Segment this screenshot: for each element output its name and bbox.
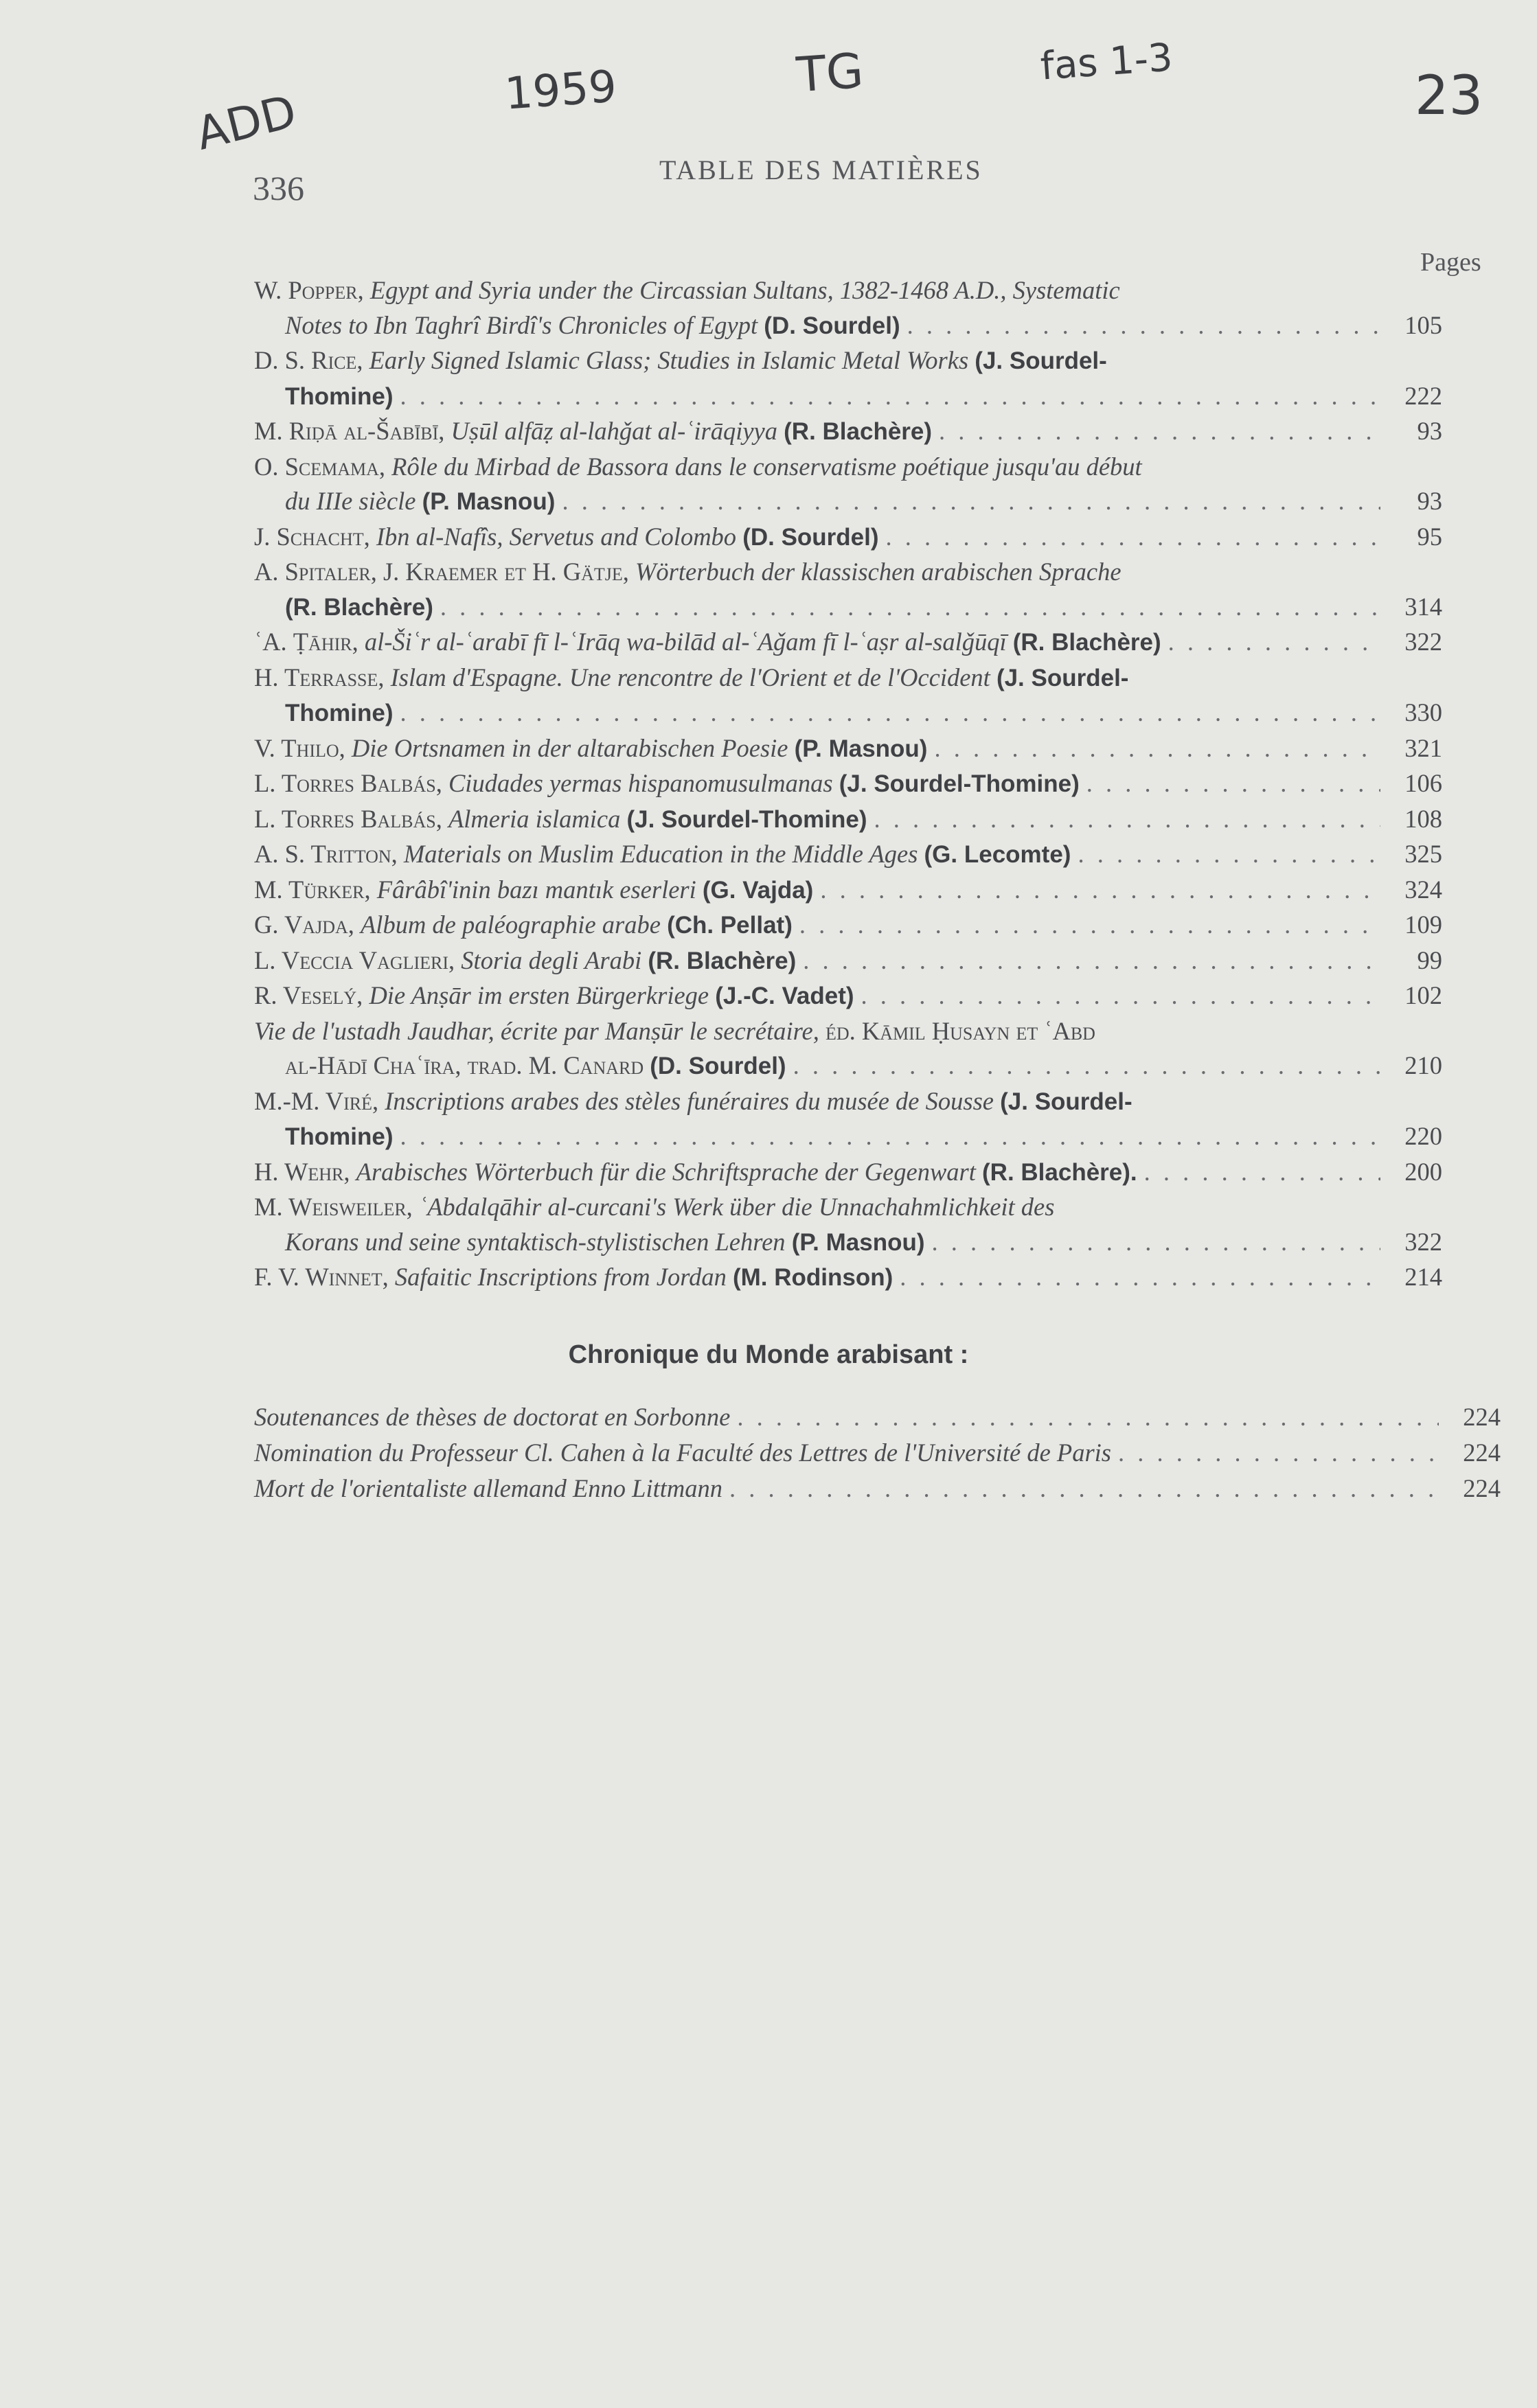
entry-title-continued: Korans und seine syntaktisch-stylistischen Lehren	[285, 1227, 786, 1256]
entry-author: J. Schacht,	[254, 522, 370, 551]
entry-reviewer: (J. Sourdel-	[1000, 1088, 1132, 1115]
toc-entry	[254, 766, 1442, 802]
chronicle-page: 224	[1463, 1474, 1501, 1502]
toc-entry	[254, 273, 1442, 343]
entry-title: Almeria islamica	[448, 804, 621, 833]
entry-reviewer: (D. Sourdel)	[742, 523, 879, 551]
table-of-contents	[254, 273, 1442, 1296]
entry-title: Die Anṣār im ersten Bürgerkriege	[369, 981, 709, 1009]
handwritten-number-note: 23	[1415, 65, 1483, 127]
entry-author: ʿA. Ṭāhir,	[254, 628, 358, 656]
entry-editor-continued: al-Hādī Chaʿīra, trad. M. Canard	[285, 1051, 644, 1079]
entry-reviewer: (R. Blachère).	[982, 1158, 1137, 1186]
entry-reviewer: (Ch. Pellat)	[667, 912, 793, 939]
page-number: 336	[253, 169, 304, 207]
entry-title: ʿAbdalqāhir al-curcani's Werk über die Unnachahmlichkeit des	[418, 1193, 1055, 1221]
chronicle-title: Nomination du Professeur Cl. Cahen à la Faculté des Lettres de l'Université de Paris	[254, 1438, 1112, 1467]
entry-title: Uṣūl alfāẓ al-lahǧat al-ʿirāqiyya	[451, 417, 778, 445]
leader-dots	[400, 379, 1380, 414]
entry-page: 109	[1404, 910, 1442, 939]
entry-author: R. Veselý,	[254, 981, 363, 1009]
entry-page: 93	[1417, 487, 1442, 515]
chronicle-page: 224	[1463, 1438, 1501, 1467]
toc-entry	[254, 908, 1442, 943]
toc-entry	[254, 873, 1442, 908]
entry-author: M.-M. Viré,	[254, 1086, 379, 1115]
entry-title: Album de paléographie arabe	[361, 910, 661, 939]
entry-reviewer: (P. Masnou)	[422, 488, 556, 515]
pages-column-label: Pages	[1420, 248, 1481, 277]
entry-page: 322	[1404, 1227, 1442, 1256]
leader-dots	[886, 520, 1380, 555]
entry-page: 108	[1404, 804, 1442, 833]
entry-page: 324	[1404, 875, 1442, 904]
leader-dots	[907, 308, 1380, 343]
leader-dots	[803, 943, 1380, 978]
entry-author: G. Vajda,	[254, 910, 354, 939]
leader-dots	[1168, 625, 1380, 660]
chronicle-entry	[254, 1435, 1501, 1471]
toc-entry	[254, 802, 1442, 838]
entry-title: Storia degli Arabi	[461, 945, 642, 974]
section-title: Chronique du Monde arabisant :	[568, 1340, 969, 1369]
entry-page: 220	[1404, 1122, 1442, 1150]
entry-author: L. Torres Balbás,	[254, 804, 442, 833]
handwritten-tg-note: TG	[795, 42, 865, 104]
entry-reviewer: (P. Masnou)	[791, 1228, 925, 1256]
toc-entry	[254, 625, 1442, 661]
entry-title: Safaitic Inscriptions from Jordan	[394, 1263, 727, 1291]
leader-dots	[729, 1471, 1439, 1506]
entry-page: 106	[1404, 769, 1442, 797]
leader-dots	[1078, 837, 1380, 872]
entry-title: Ibn al-Nafîs, Servetus and Colombo	[376, 522, 737, 551]
entry-author: F. V. Winnet,	[254, 1263, 389, 1291]
toc-entry	[254, 1014, 1442, 1084]
entry-title: Arabisches Wörterbuch für die Schriftsprache der Gegenwart	[356, 1157, 976, 1186]
entry-page: 93	[1417, 417, 1442, 445]
entry-reviewer: (G. Lecomte)	[924, 841, 1071, 868]
entry-title: Islam d'Espagne. Une rencontre de l'Orient et de l'Occident	[390, 663, 990, 691]
handwritten-fascicle-note: fas 1-3	[1038, 35, 1174, 89]
entry-author: D. S. Rice,	[254, 346, 363, 374]
toc-entry	[254, 943, 1442, 979]
chronicle-list	[254, 1399, 1501, 1506]
chronicle-entry	[254, 1399, 1501, 1435]
entry-author: L. Veccia Vaglieri,	[254, 945, 455, 974]
leader-dots	[900, 1260, 1380, 1295]
entry-author: V. Thilo,	[254, 733, 345, 762]
entry-reviewer: (R. Blachère)	[285, 593, 433, 621]
handwritten-add-note: ADD	[190, 84, 301, 161]
entry-reviewer: (R. Blachère)	[1012, 629, 1161, 656]
entry-title: Wörterbuch der klassischen arabischen Sprache	[635, 558, 1122, 586]
entry-title-continued: du IIIe siècle	[285, 487, 416, 515]
entry-reviewer-continued: Thomine)	[285, 1123, 394, 1150]
entry-page: 321	[1404, 733, 1442, 762]
leader-dots	[1144, 1155, 1380, 1190]
entry-author: A. Spitaler, J. Kraemer et H. Gätje,	[254, 558, 629, 586]
leader-dots	[939, 414, 1380, 449]
toc-entry	[254, 837, 1442, 873]
entry-page: 95	[1417, 522, 1442, 551]
leader-dots	[874, 802, 1380, 837]
entry-title-continued: Notes to Ibn Taghrî Birdî's Chronicles of Egypt	[285, 310, 758, 339]
entry-author: H. Wehr,	[254, 1157, 350, 1186]
entry-author: M. Türker,	[254, 875, 371, 904]
entry-reviewer-continued: Thomine)	[285, 700, 394, 726]
toc-entry	[254, 555, 1442, 625]
entry-reviewer: (P. Masnou)	[794, 735, 928, 762]
chronicle-title: Mort de l'orientaliste allemand Enno Littmann	[254, 1474, 723, 1502]
entry-author: W. Popper,	[254, 276, 364, 304]
entry-title: Ciudades yermas hispanomusulmanas	[448, 769, 833, 797]
handwritten-year-note: 1959	[503, 61, 619, 120]
entry-reviewer: (J. Sourdel-Thomine)	[839, 770, 1080, 797]
entry-reviewer: (J. Sourdel-Thomine)	[626, 805, 867, 833]
leader-dots	[793, 1048, 1380, 1083]
toc-entry	[254, 731, 1442, 767]
entry-page: 314	[1404, 592, 1442, 621]
entry-author: O. Scemama,	[254, 452, 386, 481]
leader-dots	[400, 1119, 1380, 1154]
entry-author: H. Terrasse,	[254, 663, 385, 691]
entry-title: Fârâbî'inin bazı mantık eserleri	[376, 875, 696, 904]
entry-page: 99	[1417, 945, 1442, 974]
leader-dots	[799, 908, 1380, 943]
entry-title: Materials on Muslim Education in the Middle Ages	[403, 840, 918, 868]
entry-page: 325	[1404, 840, 1442, 868]
entry-reviewer: (J. Sourdel-	[975, 347, 1107, 374]
entry-reviewer: (G. Vajda)	[702, 876, 814, 904]
entry-title: Early Signed Islamic Glass; Studies in Islamic Metal Works	[369, 346, 969, 374]
entry-reviewer: (D. Sourdel)	[764, 312, 900, 339]
entry-page: 322	[1404, 628, 1442, 656]
toc-entry	[254, 661, 1442, 731]
entry-author: M. Weisweiler,	[254, 1193, 413, 1221]
page-title: TABLE DES MATIÈRES	[659, 154, 983, 185]
toc-entry	[254, 343, 1442, 414]
entry-page: 210	[1404, 1051, 1442, 1079]
entry-reviewer: (R. Blachère)	[784, 418, 933, 445]
entry-page: 200	[1404, 1157, 1442, 1186]
chronicle-entry	[254, 1471, 1501, 1506]
entry-page: 102	[1404, 981, 1442, 1009]
leader-dots	[562, 484, 1380, 519]
entry-author: M. Riḍā al-Šabībī,	[254, 417, 445, 445]
entry-title: Rôle du Mirbad de Bassora dans le conservatisme poétique jusqu'au début	[391, 452, 1142, 481]
entry-page: 330	[1404, 698, 1442, 726]
leader-dots	[820, 873, 1380, 908]
entry-title: al-Šiʿr al-ʿarabī fī l-ʿIrāq wa-bilād al-ʿAǧam fī l-ʿaṣr al-salǧūqī	[364, 628, 1007, 656]
leader-dots	[861, 978, 1380, 1013]
toc-entry	[254, 1190, 1442, 1260]
entry-reviewer: (J.-C. Vadet)	[715, 983, 854, 1009]
entry-reviewer: (M. Rodinson)	[732, 1264, 893, 1291]
entry-author: L. Torres Balbás,	[254, 769, 442, 797]
entry-reviewer: (R. Blachère)	[648, 947, 797, 974]
leader-dots	[932, 1225, 1380, 1260]
entry-page: 214	[1404, 1263, 1442, 1291]
toc-entry	[254, 978, 1442, 1014]
leader-dots	[440, 590, 1380, 625]
chronicle-page: 224	[1463, 1403, 1501, 1431]
toc-entry	[254, 450, 1442, 520]
entry-title: Die Ortsnamen in der altarabischen Poesie	[351, 733, 788, 762]
entry-reviewer: (D. Sourdel)	[650, 1053, 786, 1079]
entry-title: Vie de l'ustadh Jaudhar, écrite par Manṣūr le secrétaire,	[254, 1016, 819, 1045]
entry-page: 222	[1404, 381, 1442, 410]
entry-reviewer: (J. Sourdel-	[996, 664, 1129, 691]
toc-entry	[254, 1260, 1442, 1296]
leader-dots	[1086, 766, 1380, 801]
leader-dots	[737, 1399, 1439, 1435]
leader-dots	[934, 731, 1380, 766]
entry-title: Inscriptions arabes des stèles funéraires du musée de Sousse	[385, 1086, 994, 1115]
entry-editor: éd. Kāmil Ḥusayn et ʿAbd	[825, 1016, 1095, 1045]
leader-dots	[1118, 1435, 1439, 1471]
entry-author: A. S. Tritton,	[254, 840, 398, 868]
toc-entry	[254, 1084, 1442, 1155]
chronicle-title: Soutenances de thèses de doctorat en Sorbonne	[254, 1403, 731, 1431]
entry-page: 105	[1404, 310, 1442, 339]
toc-entry	[254, 1155, 1442, 1191]
leader-dots	[400, 696, 1380, 731]
entry-reviewer-continued: Thomine)	[285, 382, 394, 410]
toc-entry	[254, 414, 1442, 450]
entry-title: Egypt and Syria under the Circassian Sultans, 1382-1468 A.D., Systematic	[369, 276, 1120, 304]
toc-entry	[254, 520, 1442, 555]
